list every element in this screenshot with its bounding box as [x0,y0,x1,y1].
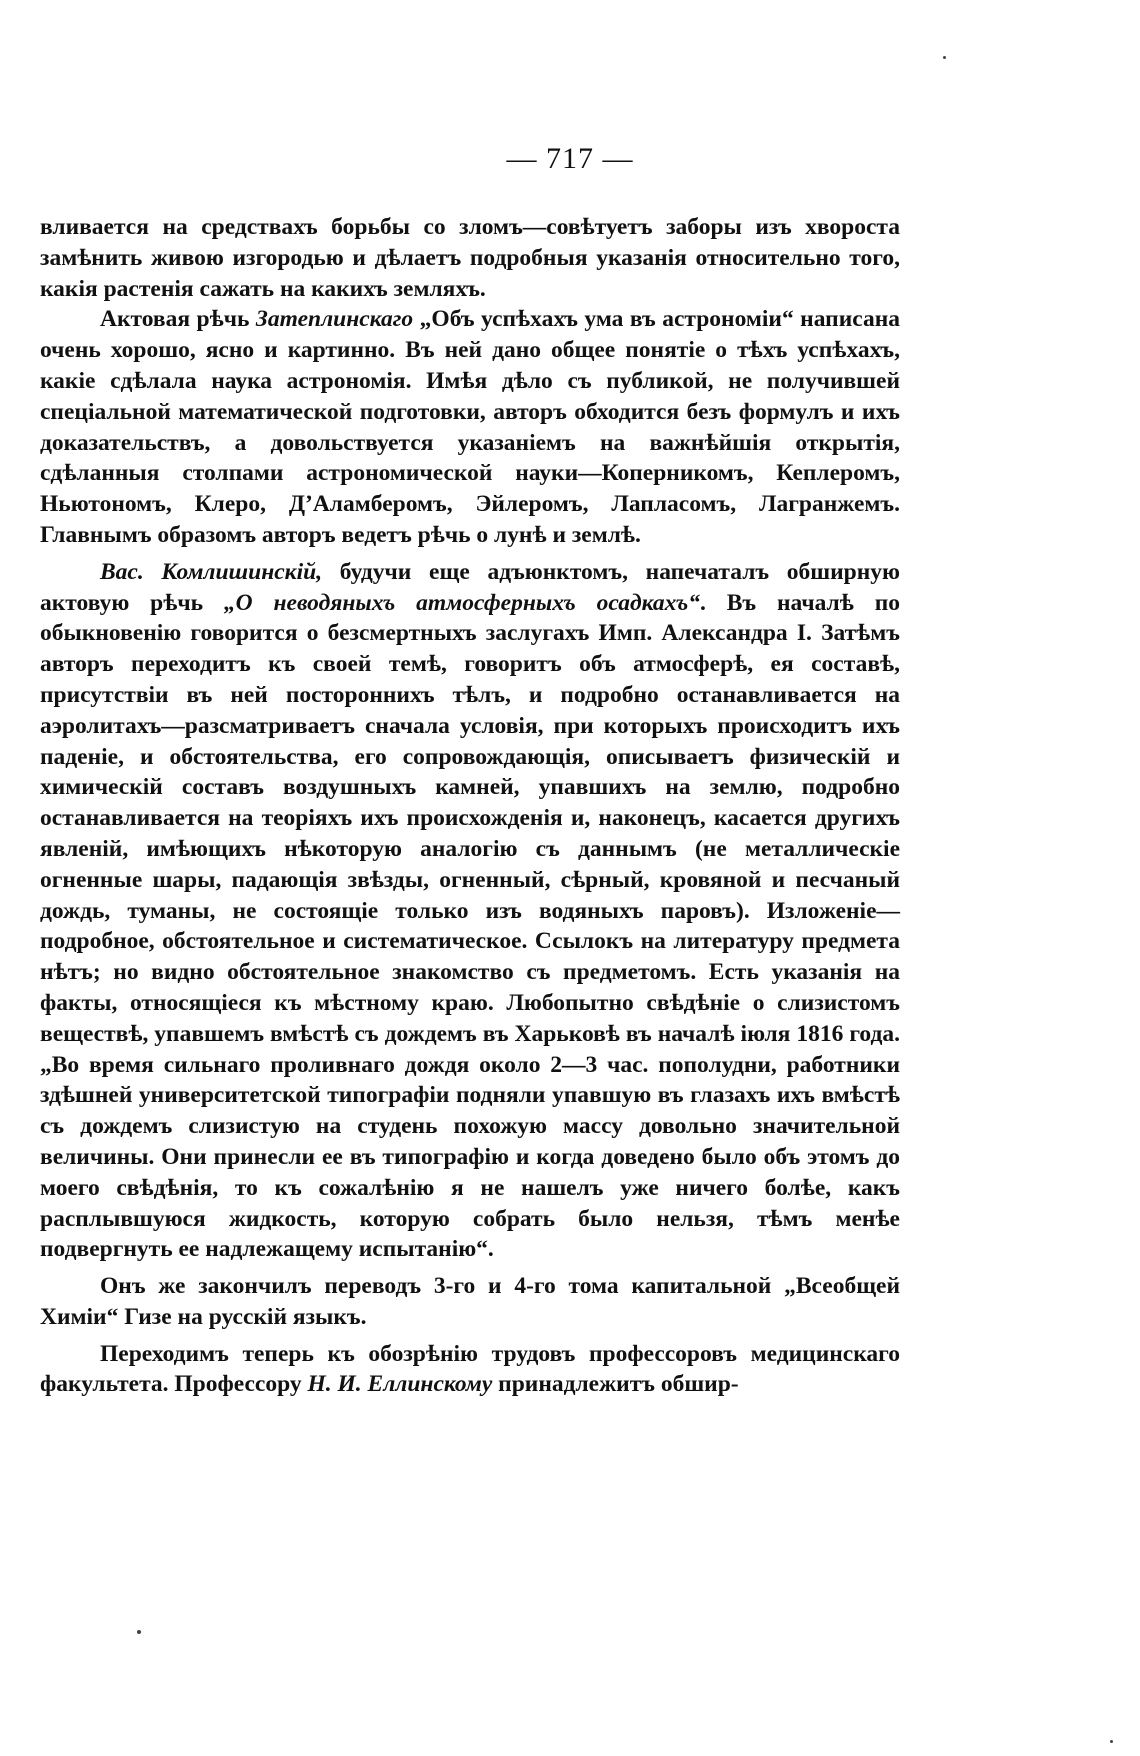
paragraph-3-text-a: будучи еще адъюнктомъ, напечаталъ обширную актовую рѣчь [40,558,900,616]
paragraph-2-text-a: Актовая рѣчь [100,306,256,333]
paragraph-4-text: Онъ же закончилъ переводъ 3-го и 4-го тома капитальной „Всеобщей Химіи“ Гизе на русскій языкъ. [40,1273,900,1330]
body-text [40,212,900,1400]
paragraph-3-text-b: . Въ началѣ по обыкновенію говорится о безсмертныхъ заслугахъ Имп. Александра I. Затѣмъ авторъ переходитъ къ своей темѣ, говоритъ объ атмосферѣ, ея составѣ, присутствіи въ ней постороннихъ тѣлъ, и подробно останавливается на аэролитахъ—разсматриваетъ сначала условія, при которыхъ происходитъ ихъ паденіе, и обстоятельства, его сопровождающія, описываетъ физическій и химическій составъ воздушныхъ камней, упавшихъ на землю, подробно останавливается на теоріяхъ ихъ происхожденія и, наконецъ, касается другихъ явленій, имѣющихъ нѣкоторую аналогію съ даннымъ (не металлическіе огненные шары, падающія звѣзды, огненный, сѣрный, кровяной и песчаный дождь, туманы, не состоящіе только изъ водяныхъ паровъ). Изложеніе—подробное, обстоятельное и систематическое. Ссылокъ на литературу предмета нѣтъ; но видно обстоятельное знакомство съ предметомъ. Есть указанія на факты, относящіеся къ мѣстному краю. Любопытно свѣдѣніе о слизистомъ веществѣ, упавшемъ вмѣстѣ съ дождемъ въ Харьковѣ въ началѣ іюля 1816 года. „Во время сильнаго проливнаго дождя около 2—3 час. пополудни, работники здѣшней университетской типографіи подняли упавшую въ глазахъ ихъ вмѣстѣ съ дождемъ слизистую на студень похожую массу довольно значительной величины. Они принесли ее въ типографію и когда доведено было объ этомъ до моего свѣдѣнія, то къ сожалѣнію я не нашелъ уже ничего болѣе, какъ расплывшуюся жидкость, которую собрать было нельзя, тѣмъ менѣе подвергнуть ее надлежащему испытанію“. [40,589,900,1263]
paragraph-1-text: вливается на средствахъ борьбы со зломъ—совѣтуетъ заборы изъ хвороста замѣнить живою изгородью и дѣлаетъ подробныя указанія относительно того, какія растенія сажать на какихъ земляхъ. [40,214,900,302]
scan-speck [943,56,946,59]
paragraph-5-text-b: принадлежитъ обшир- [492,1371,739,1398]
paragraph-5-text-a: Переходимъ теперь къ обозрѣнію трудовъ профессоровъ медицинскаго факультета. Профессору [40,1340,900,1398]
scan-speck [137,1630,141,1634]
author-name-zateplinsky: Затеплинскаго [255,306,414,333]
paragraph-3 [40,557,900,1265]
author-name-ellinsky: Н. И. Еллинскому [307,1371,493,1398]
paragraph-2-text-b: „Объ успѣхахъ ума въ астрономіи“ написана очень хорошо, ясно и картинно. Въ ней дано общее понятіе о тѣхъ успѣхахъ, какіе сдѣлала наука астрономія. Имѣя дѣло съ публикой, не получившей спеціальной математической подготовки, авторъ обходится безъ формулъ и ихъ доказательствъ, а довольствуется указаніемъ на важнѣйшія открытія, сдѣланныя столпами астрономической науки—Коперникомъ, Кеплеромъ, Ньютономъ, Клеро, Д’Аламберомъ, Эйлеромъ, Лапласомъ, Лагранжемъ. Главнымъ образомъ авторъ ведетъ рѣчь о лунѣ и землѣ. [40,306,900,548]
paragraph-1 [40,212,900,304]
speech-title: „О неводяныхъ атмосферныхъ осадкахъ“ [223,589,700,616]
paragraph-4 [40,1271,900,1333]
author-name-komlishinsky: Вас. Комлишинскій, [100,558,323,585]
paragraph-2 [40,304,900,550]
paragraph-5 [40,1339,900,1401]
scan-speck [1110,1740,1113,1743]
page-number: — 717 — [506,142,634,175]
